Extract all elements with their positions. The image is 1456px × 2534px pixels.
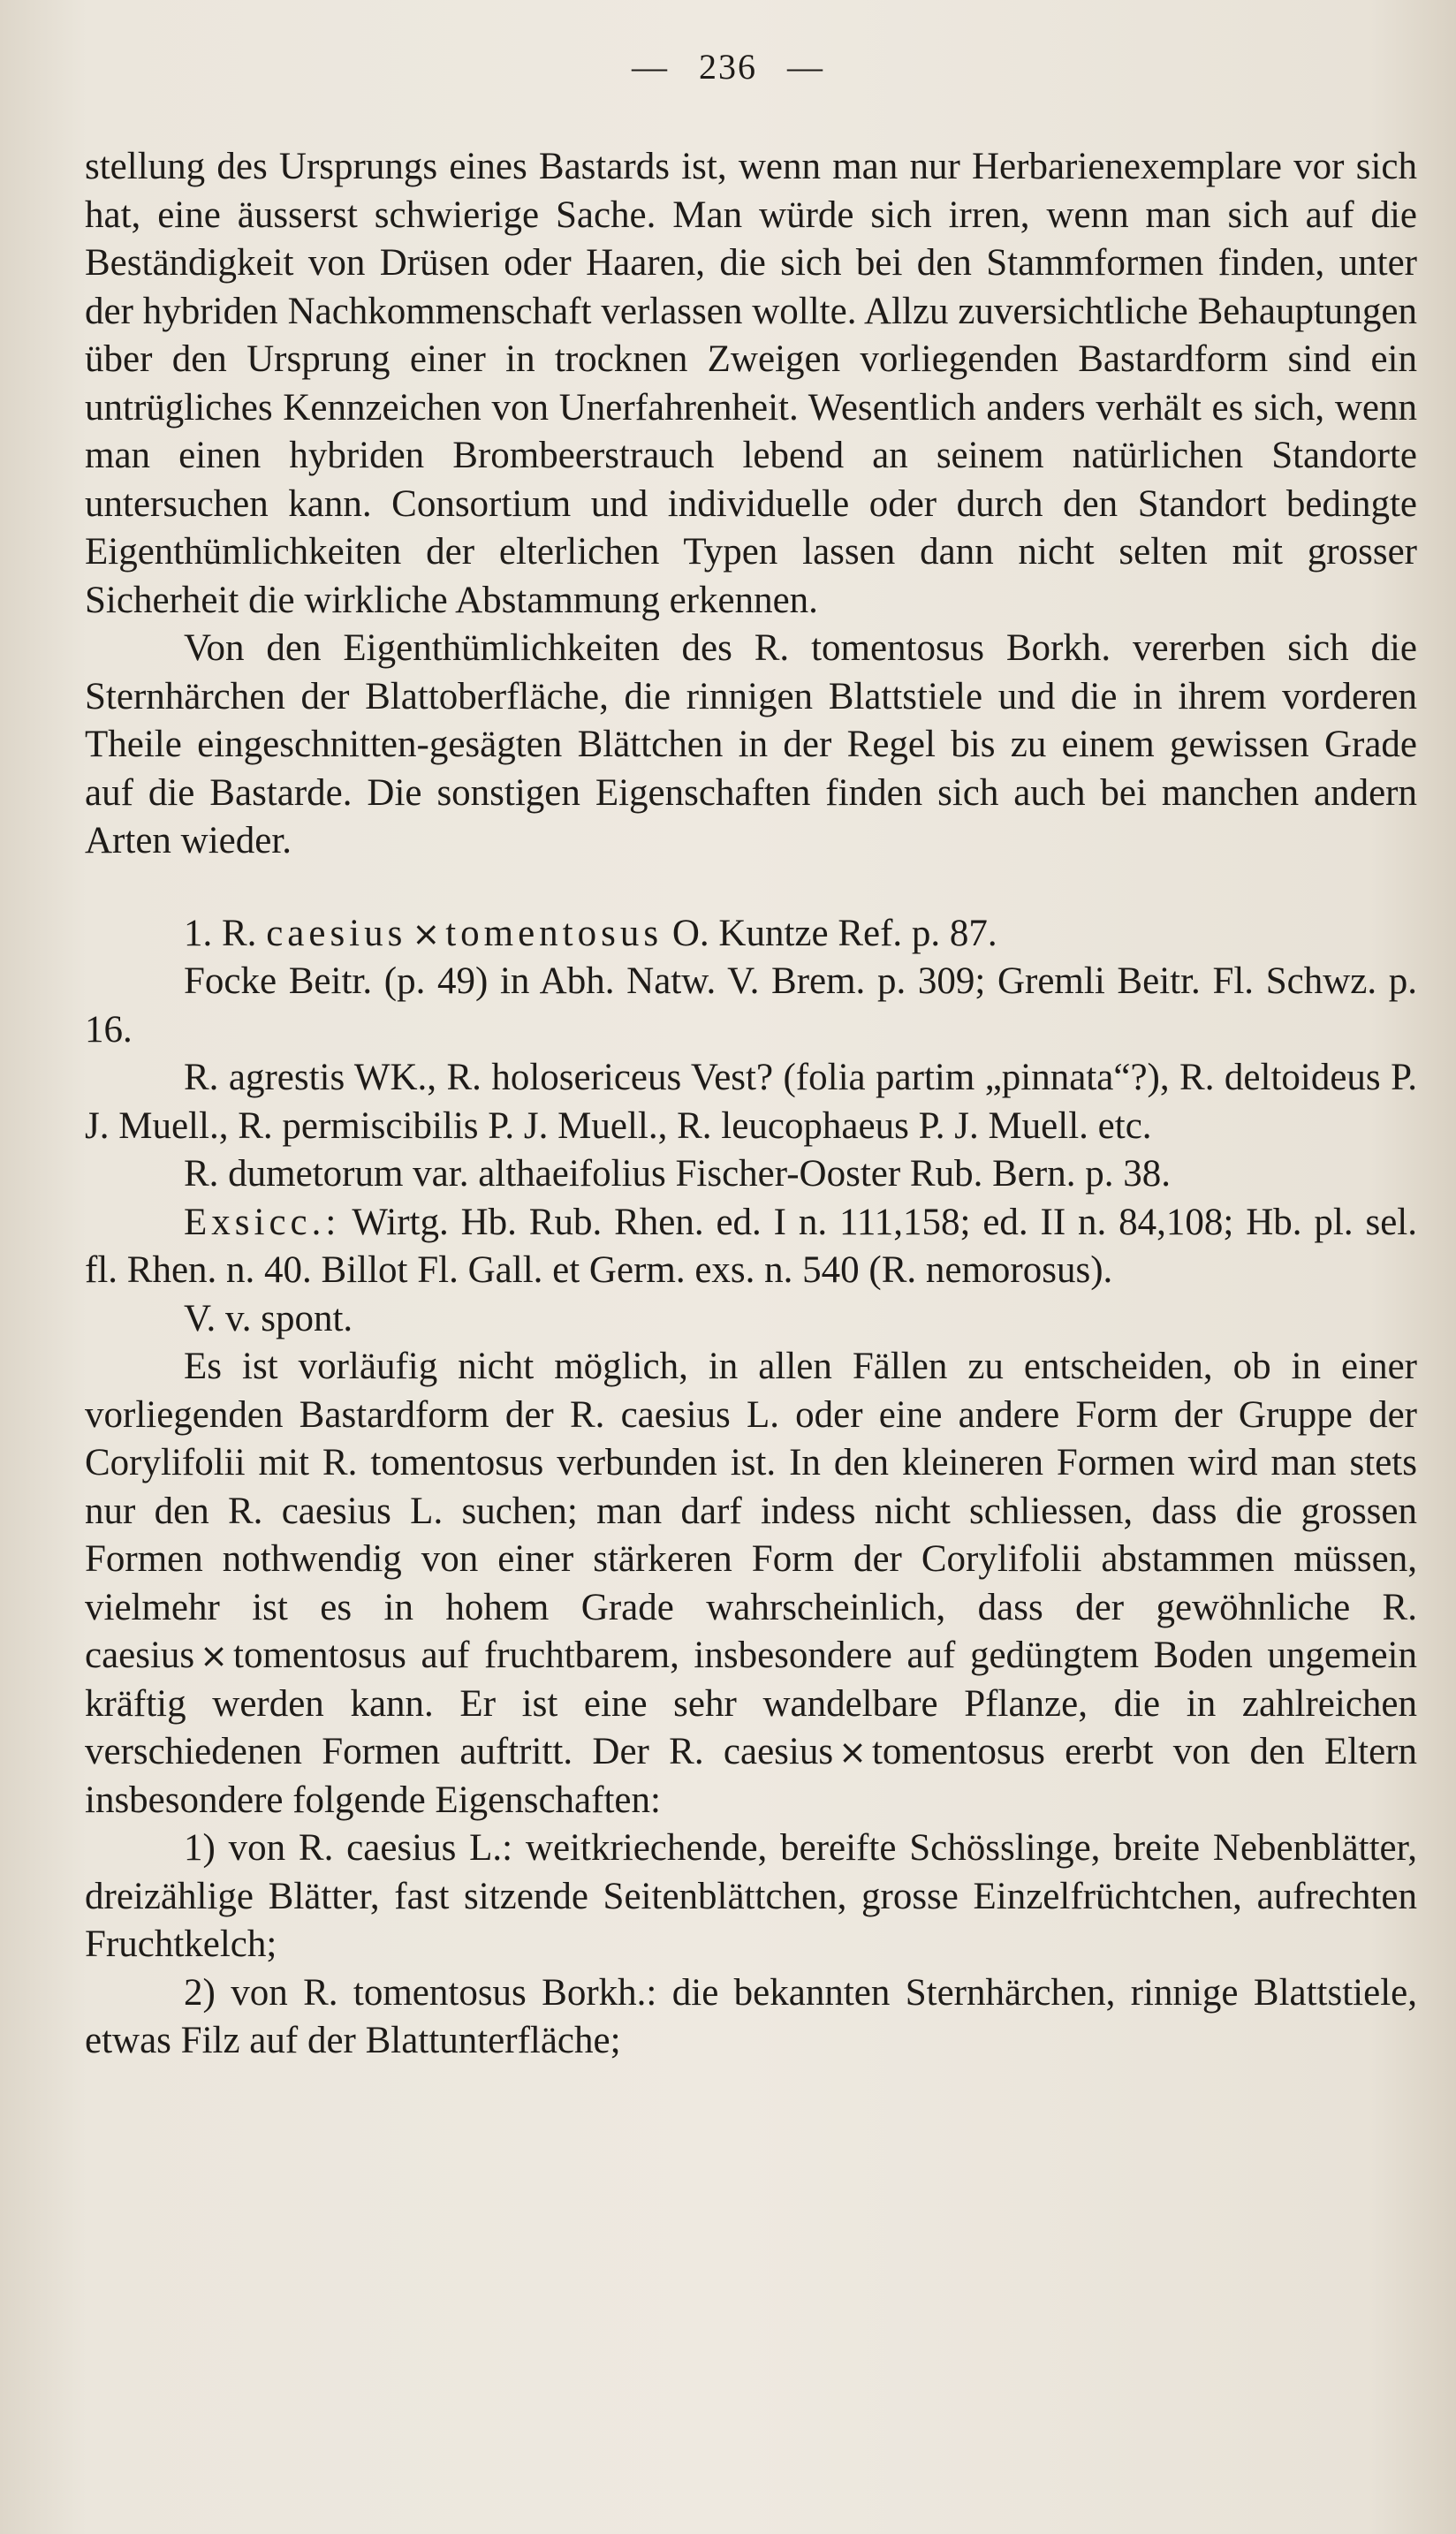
reference-synonyms: R. agrestis WK., R. holosericeus Vest? (folia partim „pinnata“?), R. deltoideus P. J. Muell., R. permiscibilis P. J. Muell., R. leucophaeus P. J. Muell. etc. bbox=[85, 1057, 1417, 1147]
entry-heading bbox=[85, 910, 1417, 959]
hybrid-cross-symbol: × bbox=[200, 1636, 229, 1675]
exsiccata-label: Exsicc.: bbox=[184, 1201, 341, 1243]
entry-description bbox=[85, 1343, 1417, 1825]
trait-list-item-1: 1) von R. caesius L.: weitkriechende, bereifte Schösslinge, breite Nebenblätter, dreizählige Blätter, fast sitzende Seitenblättchen, grosse Einzelfrüchtchen, aufrechten Fruchtkelch; bbox=[85, 1827, 1417, 1965]
exsiccata bbox=[85, 1199, 1417, 1295]
entry-name-b: tomentosus bbox=[445, 912, 664, 954]
paragraph-tomentosus-traits: Von den Eigenthümlichkeiten des R. tomentosus Borkh. vererben sich die Sternhärchen der Blattoberfläche, die rinnigen Blattstiele und die in ihrem vorderen Theile eingeschnitten-gesägten Blättchen in der Regel bis zu einem gewissen Grade auf die Bastarde. Die sonstigen Eigenschaften finden sich auch bei manchen andern Arten wieder. bbox=[85, 627, 1417, 861]
page-body bbox=[85, 143, 1417, 2066]
entry-number: 1. R. bbox=[184, 912, 257, 954]
entry-name-a: caesius bbox=[266, 912, 407, 954]
exsiccata-text: Wirtg. Hb. Rub. Rhen. ed. I n. 111,158; ed. II n. 84,108; Hb. pl. sel. fl. Rhen. n. 40. Billot Fl. Gall. et Germ. exs. n. 540 (R. nemorosus). bbox=[85, 1201, 1417, 1291]
hybrid-cross-symbol: × bbox=[838, 1733, 867, 1772]
page-header bbox=[0, 46, 1456, 87]
description-part-a: Es ist vorläufig nicht möglich, in allen Fällen zu entscheiden, ob in einer vorliegenden Bastardform der R. caesius L. oder eine andere Form der Gruppe der Corylifolii mit R. tomentosus verbunden ist. In den kleineren Formen wird man stets nur den R. caesius L. suchen; man darf indess nicht schliessen, dass die grossen Formen nothwendig von einer stärkeren Form der Corylifolii abstammen müssen, vielmehr ist es in hohem Grade wahrscheinlich, dass der gewöhnliche R. caesius bbox=[85, 1346, 1417, 1676]
hybrid-cross-symbol: × bbox=[412, 914, 441, 953]
paragraph-continuation: stellung des Ursprungs eines Bastards ist, wenn man nur Herbarienexemplare vor sich hat, eine äusserst schwierige Sache. Man würde sich irren, wenn man sich auf die Beständigkeit von Drüsen oder Haaren, die sich bei den Stammformen finden, unter der hybriden Nachkommenschaft verlassen wollte. Allzu zuversichtliche Behauptungen über den Ursprung einer in trocknen Zweigen vorliegenden Bastardform sind ein untrügliches Kennzeichen von Unerfahrenheit. Wesentlich anders verhält es sich, wenn man einen hybriden Brombeerstrauch lebend an seinem natürlichen Standorte untersuchen kann. Consortium und individuelle oder durch den Standort bedingte Eigenthümlichkeiten der elterlichen Typen lassen dann nicht selten mit grosser Sicherheit die wirkliche Abstammung erkennen. bbox=[85, 146, 1417, 621]
section-gap bbox=[85, 866, 1417, 910]
description-part-c: tomentosus ererbt von den Eltern insbesondere folgende Eigenschaften: bbox=[85, 1731, 1417, 1821]
description-part-b: tomentosus auf fruchtbarem, insbesondere auf gedüngtem Boden ungemein kräftig werden kann. Er ist eine sehr wandelbare Pflanze, die in zahlreichen verschiedenen Formen auftritt. Der R. caesius bbox=[85, 1635, 1417, 1772]
page-number: 236 bbox=[699, 47, 757, 87]
header-dash-left: — bbox=[632, 47, 669, 87]
vidi-vivam: V. v. spont. bbox=[184, 1297, 353, 1339]
header-dash-right: — bbox=[787, 47, 824, 87]
reference-dumetorum: R. dumetorum var. althaeifolius Fischer-Ooster Rub. Bern. p. 38. bbox=[184, 1153, 1171, 1195]
reference-focke: Focke Beitr. (p. 49) in Abh. Natw. V. Brem. p. 309; Gremli Beitr. Fl. Schwz. p. 16. bbox=[85, 960, 1417, 1051]
entry-author-ref: O. Kuntze Ref. p. 87. bbox=[671, 912, 997, 954]
trait-list-item-2: 2) von R. tomentosus Borkh.: die bekannten Sternhärchen, rinnige Blattstiele, etwas Filz auf der Blattunterfläche; bbox=[85, 1971, 1417, 2061]
